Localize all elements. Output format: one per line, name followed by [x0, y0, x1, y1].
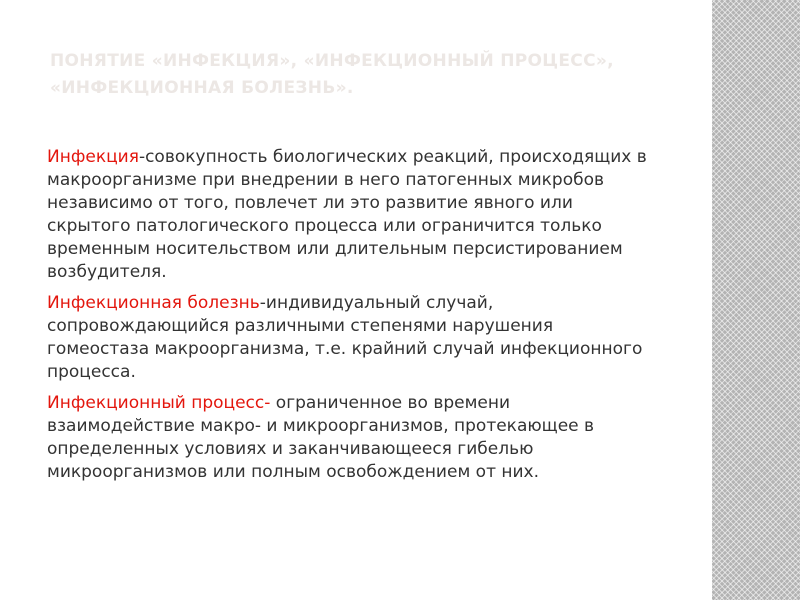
- term-infectious-process: Инфекционный процесс-: [47, 393, 271, 413]
- definition-infectious-disease-text: -индивидуальный случай, сопровождающийся различными степенями нарушения гомеостаза макроорганизма, т.е. крайний случай инфекционного процесса.: [47, 293, 643, 382]
- definition-infectious-disease: [47, 292, 657, 384]
- definition-infection: [47, 146, 657, 284]
- decorative-side-panel: [712, 0, 800, 600]
- term-infectious-disease: Инфекционная болезнь: [47, 293, 260, 313]
- definition-infectious-process-text: ограниченное во времени взаимодействие макро- и микроорганизмов, протекающее в определенных условиях и заканчивающееся гибелью микроорганизмов или полным освобождением от них.: [47, 393, 595, 482]
- title-line-2: «ИНФЕКЦИОННАЯ БОЛЕЗНЬ».: [50, 78, 354, 98]
- slide-body: [47, 146, 657, 492]
- term-infection: Инфекция: [47, 147, 139, 167]
- title-line-1: ПОНЯТИЕ «ИНФЕКЦИЯ», «ИНФЕКЦИОННЫЙ ПРОЦЕСС»,: [50, 51, 614, 71]
- definition-infectious-process: [47, 392, 657, 484]
- slide-title: [50, 48, 670, 102]
- definition-infection-text: -совокупность биологических реакций, происходящих в макроорганизме при внедрении в него патогенных микробов независимо от того, повлечет ли это развитие явного или скрытого патологического процесса или ограничится только временным носительством или длительным персистированием возбудителя.: [47, 147, 647, 282]
